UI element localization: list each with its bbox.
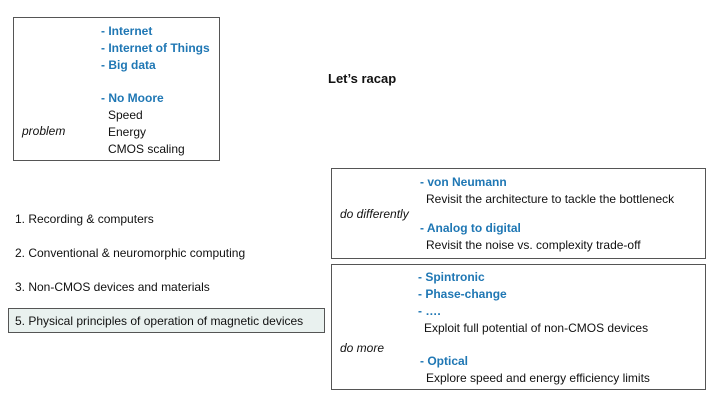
phase-change-title: - Phase-change [418, 287, 507, 301]
problem-item-no-moore: - No Moore [101, 91, 164, 105]
agenda-item-3[interactable]: 3. Non-CMOS devices and materials [15, 280, 210, 294]
slide-title: Let’s racap [328, 71, 397, 86]
analog-digital-title: - Analog to digital [420, 221, 521, 235]
problem-item-internet: - Internet [101, 24, 153, 38]
problem-detail-cmos: CMOS scaling [108, 142, 185, 156]
analog-digital-desc: Revisit the noise vs. complexity trade-off [426, 238, 641, 252]
ellipsis-title: - …. [418, 304, 441, 318]
problem-item-iot: - Internet of Things [101, 41, 210, 55]
agenda-item-1[interactable]: 1. Recording & computers [15, 212, 154, 226]
agenda-item-selected[interactable] [8, 308, 325, 333]
spintronic-title: - Spintronic [418, 270, 485, 284]
problem-item-big-data: - Big data [101, 58, 156, 72]
problem-box [13, 17, 220, 161]
problem-detail-speed: Speed [108, 108, 143, 122]
problem-detail-energy: Energy [108, 125, 147, 139]
problem-label: problem [22, 124, 66, 138]
do-differently-label: do differently [340, 207, 409, 221]
optical-desc: Explore speed and energy efficiency limits [426, 371, 650, 385]
agenda-item-2[interactable]: 2. Conventional & neuromorphic computing [15, 246, 246, 260]
do-more-label: do more [340, 341, 385, 355]
agenda-item-5-label: 5. Physical principles of operation of magnetic devices [15, 314, 304, 328]
von-neumann-title: - von Neumann [420, 175, 507, 189]
optical-title: - Optical [420, 354, 469, 368]
non-cmos-desc: Exploit full potential of non-CMOS devices [424, 321, 649, 335]
von-neumann-desc: Revisit the architecture to tackle the bottleneck [426, 192, 675, 206]
